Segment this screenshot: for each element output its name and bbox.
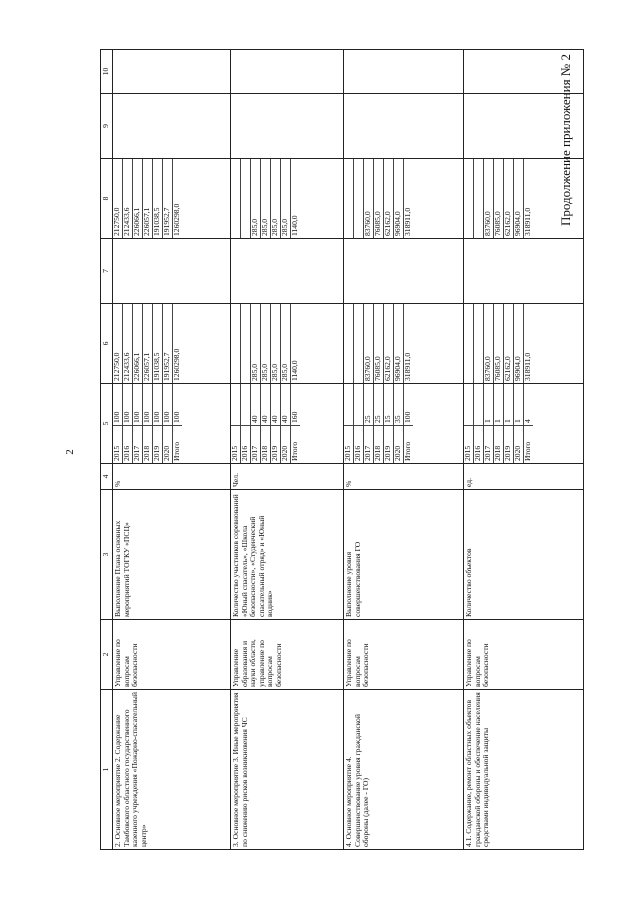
indicator-value: 100	[113, 384, 123, 426]
year-line	[261, 159, 271, 238]
page-number: 2	[64, 449, 76, 455]
col6-cell-value: 62162,0	[384, 304, 394, 383]
year-label: 2016	[354, 426, 364, 464]
year-label: 2015	[464, 426, 474, 464]
header-cell: 4	[101, 464, 113, 490]
year-line	[374, 159, 384, 238]
indicator-cell: Количество объектов	[464, 490, 584, 620]
year-label: 2015	[113, 426, 123, 464]
indicator-value	[344, 384, 354, 426]
year-line	[241, 304, 251, 383]
year-line	[143, 159, 153, 238]
col6-cell-value: 318911,0	[523, 352, 532, 381]
year-values-cell-list	[344, 384, 413, 463]
year-line	[231, 304, 241, 383]
year-line	[173, 304, 183, 383]
executor-cell: Управление по вопросам безопасности	[113, 620, 231, 690]
col9-cell	[113, 94, 231, 159]
year-line	[484, 304, 494, 383]
col7-cell	[344, 239, 464, 304]
year-line	[281, 304, 291, 383]
indicator-value: 1	[504, 384, 514, 426]
col8-cell-value: 226066,1	[133, 159, 143, 238]
indicator-value: 15	[384, 384, 394, 426]
col6-cell-value: 76085,0	[494, 304, 504, 383]
col8-cell-value	[354, 159, 364, 238]
year-line	[394, 159, 404, 238]
col8-cell-value	[231, 159, 241, 238]
year-label: 2020	[514, 426, 524, 464]
year-line	[484, 384, 494, 463]
year-line	[384, 304, 394, 383]
year-line	[514, 159, 524, 238]
executor-cell: Управление по вопросам безопасности	[464, 620, 584, 690]
col8-cell-value: 285,0	[261, 159, 271, 238]
col8-cell-list	[113, 159, 182, 238]
col6-cell-value: 285,0	[281, 304, 291, 383]
unit-cell: %	[113, 464, 231, 490]
col6-cell-value: 62162,0	[504, 304, 514, 383]
header-cell: 8	[101, 159, 113, 239]
table-row	[344, 50, 464, 850]
year-line	[394, 384, 404, 463]
col6-cell-value	[344, 304, 354, 383]
col10-cell	[231, 50, 344, 94]
indicator-value: 25	[374, 384, 384, 426]
year-line	[133, 384, 143, 463]
year-line	[133, 159, 143, 238]
col10-cell	[344, 50, 464, 94]
executor-cell: Управление образования и науки области, управление по вопросам безопасности	[231, 620, 344, 690]
col6-cell-value: 83760,0	[484, 304, 494, 383]
year-label: 2018	[261, 426, 271, 464]
col6-cell-value: 285,0	[251, 304, 261, 383]
col8-cell-list	[344, 159, 413, 238]
year-line	[153, 384, 163, 463]
year-line	[514, 304, 524, 383]
col8-cell-value	[474, 159, 484, 238]
year-label: 2018	[143, 426, 153, 464]
indicator-value: 25	[364, 384, 374, 426]
indicator-value: 40	[281, 384, 291, 426]
indicator-cell: Выполнение уровня совершенствования ГО	[344, 490, 464, 620]
year-label: Итого	[404, 426, 414, 464]
col6-cell-value: 285,0	[271, 304, 281, 383]
col6-cell	[113, 304, 231, 384]
col6-cell-value: 191952,7	[163, 304, 173, 383]
year-line	[364, 159, 374, 238]
col6-cell-value: 285,0	[261, 304, 271, 383]
indicator-value: 1	[514, 384, 524, 426]
year-line	[404, 304, 414, 383]
col6-cell-value: 191038,5	[153, 304, 163, 383]
col6-cell-value	[231, 304, 241, 383]
year-line	[261, 304, 271, 383]
col8-cell-value: 285,0	[251, 159, 261, 238]
year-line	[474, 304, 484, 383]
table-row	[464, 50, 584, 850]
year-line	[271, 159, 281, 238]
year-label: 2017	[251, 426, 261, 464]
indicator-value: 35	[394, 384, 404, 426]
unit-cell: ед.	[464, 464, 584, 490]
indicator-value: 100	[172, 411, 181, 423]
year-line	[404, 159, 414, 238]
year-line	[291, 384, 301, 463]
indicator-value	[464, 384, 474, 426]
col8-cell	[113, 159, 231, 239]
year-label: 2015	[344, 426, 354, 464]
year-values-cell-list	[231, 384, 300, 463]
year-line	[524, 384, 534, 463]
year-values-cell	[464, 384, 584, 464]
header-cell: 9	[101, 94, 113, 159]
year-label: 2019	[504, 426, 514, 464]
year-line	[123, 384, 133, 463]
col9-cell	[231, 94, 344, 159]
year-label: 2015	[231, 426, 241, 464]
col10-cell	[113, 50, 231, 94]
col8-cell-value: 96904,0	[394, 159, 404, 238]
header-cell: 5	[101, 384, 113, 464]
indicator-value	[354, 384, 364, 426]
year-values-cell	[344, 384, 464, 464]
col10-cell	[464, 50, 584, 94]
year-line	[344, 304, 354, 383]
col9-cell	[344, 94, 464, 159]
indicator-value: 100	[133, 384, 143, 426]
indicator-value: 100	[143, 384, 153, 426]
indicator-value: 40	[271, 384, 281, 426]
col6-cell	[464, 304, 584, 384]
year-line	[173, 159, 183, 238]
col8-cell	[231, 159, 344, 239]
year-line	[504, 384, 514, 463]
year-line	[133, 304, 143, 383]
indicator-value: 160	[290, 411, 299, 423]
col8-cell-value: 76085,0	[374, 159, 384, 238]
executor-cell: Управление по вопросам безопасности	[344, 620, 464, 690]
year-line	[474, 159, 484, 238]
activity-name-cell: 2. Основное мероприятие 2. Содержание Тамбовского областного государственного казенного учреждения «Пожарно-спасательный центр»	[113, 690, 231, 850]
year-label: 2018	[494, 426, 504, 464]
year-label: 2019	[384, 426, 394, 464]
rotated-table-sheet	[100, 50, 610, 850]
year-line	[464, 159, 474, 238]
col8-cell-value: 62162,0	[504, 159, 514, 238]
year-line	[524, 304, 534, 383]
col6-cell-value: 226057,1	[143, 304, 153, 383]
year-label: 2017	[364, 426, 374, 464]
indicator-value: 4	[523, 419, 532, 423]
year-line	[394, 304, 404, 383]
year-line	[241, 159, 251, 238]
year-label: 2016	[474, 426, 484, 464]
indicator-value: 100	[163, 384, 173, 426]
col8-cell-list	[231, 159, 300, 238]
header-cell: 2	[101, 620, 113, 690]
year-label: Итого	[173, 426, 183, 464]
col8-cell-value: 1260298,0	[172, 203, 181, 236]
activity-name-cell: 4.1. Содержание, ремонт областных объектов гражданской обороны и обеспечение населения средствами индивидуальной защиты	[464, 690, 584, 850]
indicator-value: 1	[494, 384, 504, 426]
year-line	[484, 159, 494, 238]
col6-cell-value: 1140,0	[290, 360, 299, 381]
col6-cell-list	[464, 304, 533, 383]
activity-name-cell: 3. Основное мероприятие 3. Иные мероприятия по снижению рисков возникновения ЧС	[231, 690, 344, 850]
year-values-cell-list	[464, 384, 533, 463]
year-line	[271, 304, 281, 383]
col8-cell-value: 76085,0	[494, 159, 504, 238]
year-line	[494, 304, 504, 383]
year-line	[291, 159, 301, 238]
year-line	[231, 159, 241, 238]
table-row	[113, 50, 231, 850]
col8-cell-value: 212433,6	[123, 159, 133, 238]
col6-cell-list	[231, 304, 300, 383]
col6-cell-value: 1260298,0	[172, 348, 181, 381]
col8-cell-list	[464, 159, 533, 238]
year-label: 2016	[123, 426, 133, 464]
col6-cell-value	[241, 304, 251, 383]
col7-cell	[464, 239, 584, 304]
col8-cell-value: 285,0	[271, 159, 281, 238]
year-values-cell-list	[113, 384, 182, 463]
year-line	[384, 384, 394, 463]
year-line	[163, 304, 173, 383]
col8-cell-value: 83760,0	[364, 159, 374, 238]
year-line	[494, 159, 504, 238]
year-line	[374, 304, 384, 383]
year-line	[404, 384, 414, 463]
col8-cell-value: 96904,0	[514, 159, 524, 238]
col8-cell-value	[344, 159, 354, 238]
year-line	[143, 304, 153, 383]
year-values-cell	[231, 384, 344, 464]
year-label: 2018	[374, 426, 384, 464]
program-table	[100, 49, 584, 850]
indicator-value: 1	[484, 384, 494, 426]
unit-cell: %	[344, 464, 464, 490]
indicator-value	[474, 384, 484, 426]
col8-cell-value: 318911,0	[403, 207, 412, 236]
col7-cell	[231, 239, 344, 304]
year-line	[143, 384, 153, 463]
indicator-value	[231, 384, 241, 426]
year-label: 2020	[281, 426, 291, 464]
col6-cell	[231, 304, 344, 384]
year-line	[354, 304, 364, 383]
year-line	[504, 304, 514, 383]
col6-cell-value: 96904,0	[514, 304, 524, 383]
col8-cell	[464, 159, 584, 239]
year-line	[241, 384, 251, 463]
col6-cell-value: 212433,6	[123, 304, 133, 383]
year-line	[271, 384, 281, 463]
year-line	[354, 159, 364, 238]
col8-cell-value: 318911,0	[523, 207, 532, 236]
col6-cell-value: 226066,1	[133, 304, 143, 383]
year-line	[281, 384, 291, 463]
year-line	[163, 384, 173, 463]
col8-cell-value: 191038,5	[153, 159, 163, 238]
col6-cell-value	[474, 304, 484, 383]
year-label: 2019	[271, 426, 281, 464]
year-line	[514, 384, 524, 463]
year-line	[344, 159, 354, 238]
year-values-cell	[113, 384, 231, 464]
indicator-value: 100	[153, 384, 163, 426]
year-line	[153, 159, 163, 238]
col6-cell-value	[354, 304, 364, 383]
year-label: 2019	[153, 426, 163, 464]
col8-cell-value	[464, 159, 474, 238]
year-line	[281, 159, 291, 238]
year-label: Итого	[291, 426, 301, 464]
year-line	[524, 159, 534, 238]
col6-cell-value: 96904,0	[394, 304, 404, 383]
year-line	[163, 159, 173, 238]
indicator-cell: Количество участников соревнований «Юный спасатель», «Школа безопасности», «Студенческий спасательный отряд» и «Юный водник»	[231, 490, 344, 620]
indicator-cell: Выполнение Плана основных мероприятий ТОГКУ «ПСЦ»	[113, 490, 231, 620]
year-line	[474, 384, 484, 463]
header-cell: 6	[101, 304, 113, 384]
col6-cell	[344, 304, 464, 384]
col6-cell-list	[113, 304, 182, 383]
year-line	[354, 384, 364, 463]
year-line	[251, 304, 261, 383]
col6-cell-value: 212750,0	[113, 304, 123, 383]
year-label: 2017	[133, 426, 143, 464]
year-line	[364, 304, 374, 383]
year-line	[291, 304, 301, 383]
col8-cell	[344, 159, 464, 239]
indicator-value: 40	[261, 384, 271, 426]
col8-cell-value: 285,0	[281, 159, 291, 238]
year-label: 2017	[484, 426, 494, 464]
activity-name-cell: 4. Основное мероприятие 4. Совершенствование уровня гражданской обороны (далее - ГО)	[344, 690, 464, 850]
col6-cell-list	[344, 304, 413, 383]
year-line	[261, 384, 271, 463]
col7-cell	[113, 239, 231, 304]
col8-cell-value: 1140,0	[290, 215, 299, 236]
year-label: 2016	[241, 426, 251, 464]
year-line	[494, 384, 504, 463]
indicator-value: 100	[403, 411, 412, 423]
year-label: Итого	[524, 426, 534, 464]
year-line	[364, 384, 374, 463]
year-line	[251, 159, 261, 238]
col8-cell-value: 83760,0	[484, 159, 494, 238]
header-cell: 3	[101, 490, 113, 620]
header-cell: 1	[101, 690, 113, 850]
year-line	[123, 304, 133, 383]
year-label: 2020	[163, 426, 173, 464]
header-cell: 7	[101, 239, 113, 304]
col8-cell-value	[241, 159, 251, 238]
year-line	[251, 384, 261, 463]
col6-cell-value: 83760,0	[364, 304, 374, 383]
year-line	[374, 384, 384, 463]
indicator-value	[241, 384, 251, 426]
indicator-value: 100	[123, 384, 133, 426]
year-line	[153, 304, 163, 383]
year-line	[173, 384, 183, 463]
col6-cell-value: 76085,0	[374, 304, 384, 383]
col8-cell-value: 62162,0	[384, 159, 394, 238]
header-cell: 10	[101, 50, 113, 94]
appendix-caption: Продолжение приложения № 2	[558, 54, 573, 226]
col8-cell-value: 226057,1	[143, 159, 153, 238]
col8-cell-value: 212750,0	[113, 159, 123, 238]
year-line	[464, 304, 474, 383]
year-line	[384, 159, 394, 238]
header-row	[101, 50, 113, 850]
indicator-value: 40	[251, 384, 261, 426]
col6-cell-value	[464, 304, 474, 383]
year-label: 2020	[394, 426, 404, 464]
table-row	[231, 50, 344, 850]
unit-cell: Чел.	[231, 464, 344, 490]
col6-cell-value: 318911,0	[403, 352, 412, 381]
col8-cell-value: 191952,7	[163, 159, 173, 238]
col9-cell	[464, 94, 584, 159]
year-line	[504, 159, 514, 238]
year-line	[123, 159, 133, 238]
